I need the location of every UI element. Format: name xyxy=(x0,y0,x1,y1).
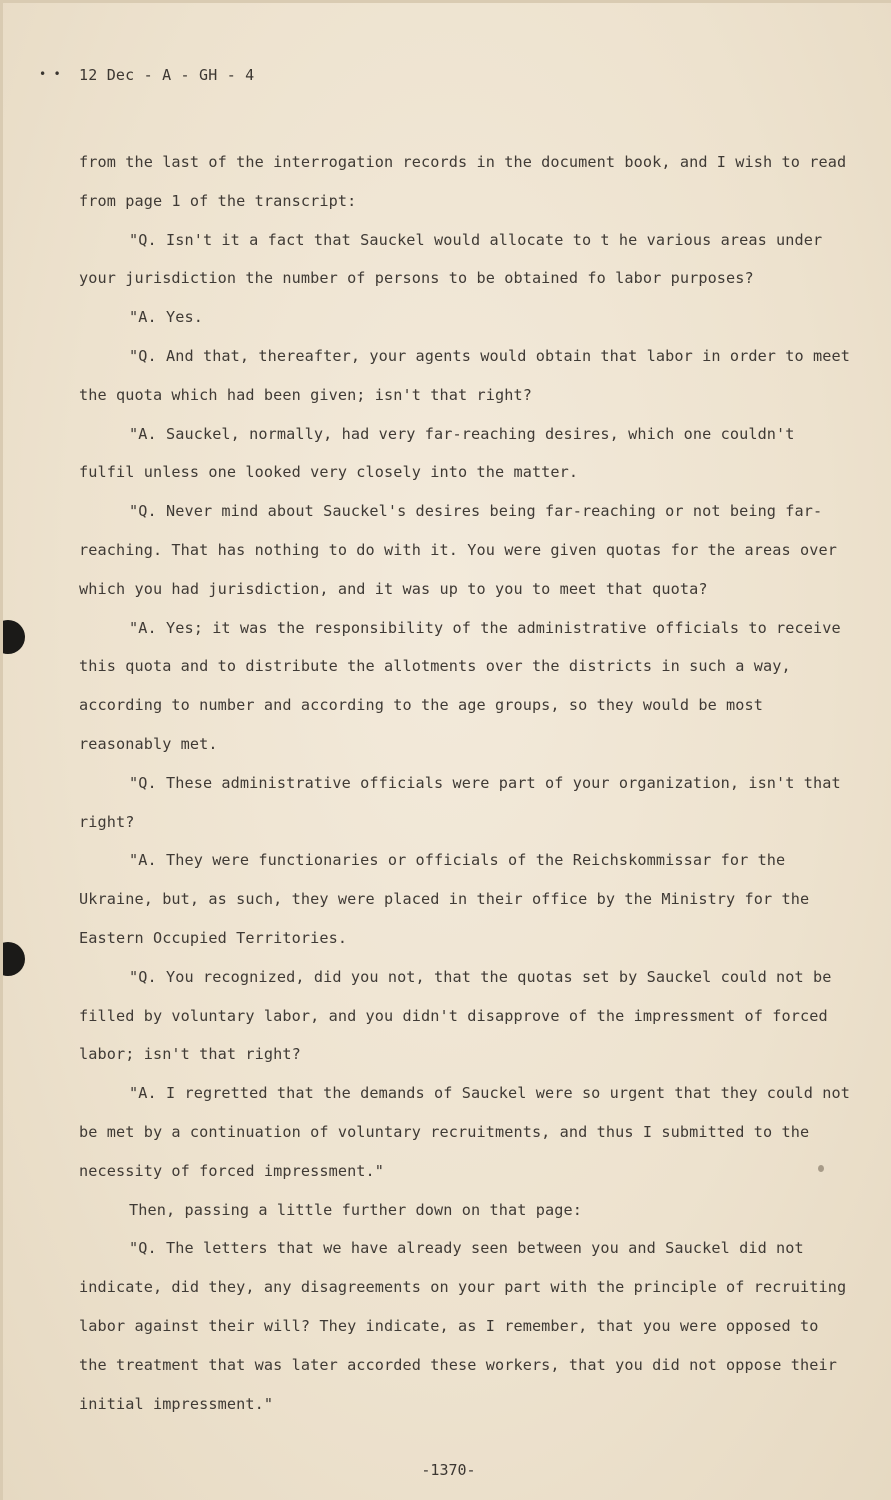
paragraph: "A. Yes; it was the responsibility of the administrative officials to receive this quota and to distribute the allotments over the districts in such a way, according to number and according to the age groups, so they would be most reasonably met. xyxy=(79,618,841,753)
paragraph: "Q. You recognized, did you not, that the quotas set by Sauckel could not be filled by voluntary labor, and you didn't disapprove of the impressment of forced labor; isn't that right? xyxy=(79,967,832,1064)
paragraph: "Q. These administrative officials were part of your organization, isn't that right? xyxy=(79,773,841,831)
paragraph: "Q. Never mind about Sauckel's desires being far-reaching or not being far-reaching. That has nothing to do with it. You were given quotas for the areas over which you had jurisdiction, and it was up to you to meet that quota? xyxy=(79,502,837,598)
paragraph: "Q. The letters that we have already seen between you and Sauckel did not indicate, did they, any disagreements on your part with the principle of recruiting labor against their will? They indicate, as I remember, that you were opposed to the treatment that was later accorded these workers, that you did not oppose their initial impressment." xyxy=(79,1239,847,1413)
transcript-body xyxy=(79,143,851,1423)
paragraph: "A. Yes. xyxy=(129,308,203,327)
paragraph: "A. They were functionaries or officials of the Reichskommissar for the Ukraine, but, as such, they were placed in their office by the Ministry for the Eastern Occupied Territories. xyxy=(79,851,810,947)
page-header: 12 Dec - A - GH - 4 xyxy=(79,66,255,84)
paragraph: "Q. And that, thereafter, your agents would obtain that labor in order to meet the quota which had been given; isn't that right? xyxy=(79,346,851,404)
paragraph: "A. I regretted that the demands of Sauckel were so urgent that they could not be met by a continuation of voluntary recruitments, and thus I submitted to the necessity of forced impressment." xyxy=(79,1084,851,1180)
paragraph: "A. Sauckel, normally, had very far-reaching desires, which one couldn't fulfil unless one looked very closely into the matter. xyxy=(79,424,795,482)
punch-hole-lower xyxy=(0,942,25,976)
punch-hole-upper xyxy=(0,620,25,654)
corner-mark: • • xyxy=(39,67,61,81)
paper-speck xyxy=(818,1165,824,1172)
paragraph: "Q. Isn't it a fact that Sauckel would allocate to t he various areas under your jurisdiction the number of persons to be obtained fo labor purposes? xyxy=(79,230,823,288)
paragraph: Then, passing a little further down on that page: xyxy=(129,1200,582,1219)
paragraph: from the last of the interrogation records in the document book, and I wish to read from page 1 of the transcript: xyxy=(79,153,847,210)
page-number: -1370- xyxy=(421,1461,476,1479)
